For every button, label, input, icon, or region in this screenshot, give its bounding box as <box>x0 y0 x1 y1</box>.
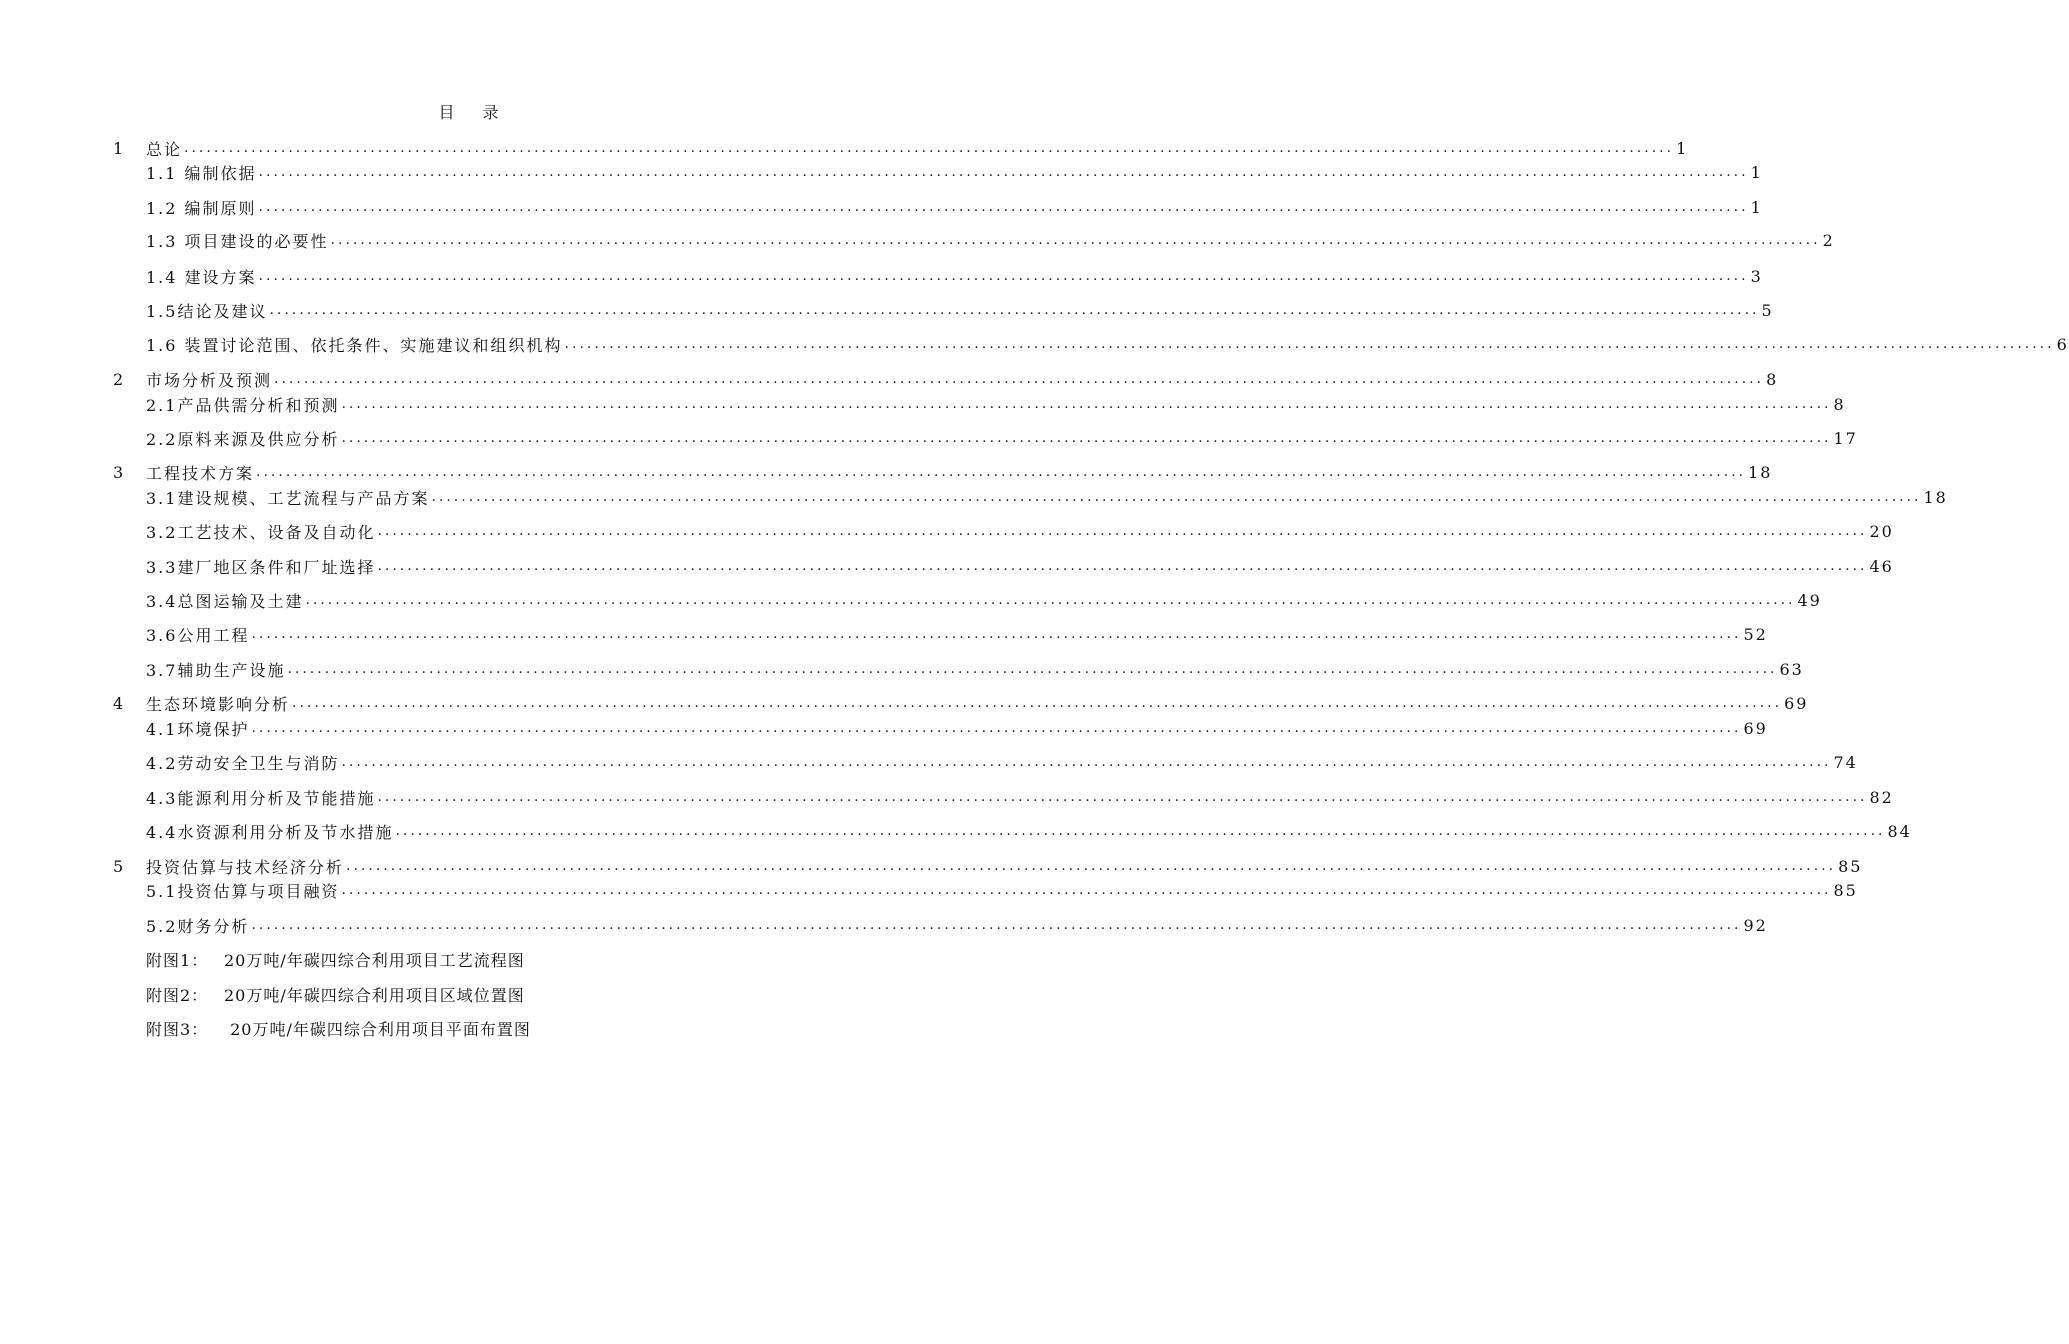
toc-section-row[interactable] <box>146 914 1768 936</box>
toc-section-row[interactable] <box>146 820 1912 842</box>
toc-page-number: 18 <box>1923 487 1948 507</box>
toc-section-row[interactable] <box>146 786 1894 808</box>
toc-dot-leader: ........................................................................................................................................................................................................ <box>341 882 1832 898</box>
toc-dot-leader: ........................................................................................................................................................................................................ <box>258 164 1749 180</box>
toc-dot-leader: ........................................................................................................................................................................................................ <box>269 302 1760 318</box>
toc-section-row[interactable] <box>146 161 1763 183</box>
toc-dot-leader: ........................................................................................................................................................................................................ <box>431 489 1922 505</box>
toc-chapter-number: 3 <box>113 462 124 482</box>
toc-page-number: 3 <box>1750 266 1763 286</box>
toc-entry-label: 2.2原料来源及供应分析 <box>146 429 340 449</box>
toc-entry-label: 3.6公用工程 <box>146 625 250 645</box>
toc-section-row[interactable] <box>146 427 1858 449</box>
toc-section-row[interactable] <box>146 879 1858 901</box>
toc-section-row[interactable] <box>146 229 1835 251</box>
toc-page-number: 69 <box>1784 693 1809 713</box>
toc-dot-leader: ........................................................................................................................................................................................................ <box>258 199 1749 215</box>
toc-dot-leader: ........................................................................................................................................................................................................ <box>395 823 1886 839</box>
toc-section-row[interactable] <box>146 589 1822 611</box>
toc-page-number: 1 <box>1750 197 1763 217</box>
toc-section-row[interactable] <box>146 486 1948 508</box>
toc-page-number: 82 <box>1869 787 1894 807</box>
toc-page-number: 74 <box>1833 752 1858 772</box>
toc-page-number: 84 <box>1887 821 1912 841</box>
toc-page-number: 52 <box>1743 624 1768 644</box>
toc-page-number: 69 <box>1743 718 1768 738</box>
toc-chapter-row[interactable] <box>113 461 1773 483</box>
toc-page-number: 8 <box>1766 369 1779 389</box>
toc-page-number: 85 <box>1833 880 1858 900</box>
toc-page-number: 1 <box>1676 138 1689 158</box>
toc-entry-label: 投资估算与技术经济分析 <box>146 857 345 877</box>
appendix-entry[interactable] <box>146 1017 531 1039</box>
toc-chapter-row[interactable] <box>113 368 1779 390</box>
toc-dot-leader: ........................................................................................................................................................................................................ <box>251 917 1742 933</box>
toc-dot-leader: ........................................................................................................................................................................................................ <box>377 558 1868 574</box>
toc-dot-leader: ........................................................................................................................................................................................................ <box>292 695 1783 711</box>
toc-section-row[interactable] <box>146 717 1768 739</box>
toc-dot-leader: ........................................................................................................................................................................................................ <box>377 523 1868 539</box>
toc-chapter-number: 1 <box>113 138 124 158</box>
toc-entry-label: 工程技术方案 <box>146 463 255 483</box>
toc-chapter-number: 2 <box>113 369 124 389</box>
toc-section-row[interactable] <box>146 555 1894 577</box>
toc-entry-label: 4.4水资源利用分析及节水措施 <box>146 822 394 842</box>
toc-entry-label: 3.2工艺技术、设备及自动化 <box>146 522 376 542</box>
toc-entry-label: 1.5结论及建议 <box>146 301 268 321</box>
toc-page-number: 8 <box>1833 394 1846 414</box>
toc-entry-label: 4.1环境保护 <box>146 719 250 739</box>
toc-dot-leader: ........................................................................................................................................................................................................ <box>287 661 1778 677</box>
toc-entry-label: 4.2劳动安全卫生与消防 <box>146 753 340 773</box>
toc-section-row[interactable] <box>146 196 1763 218</box>
toc-dot-leader: ........................................................................................................................................................................................................ <box>184 140 1675 156</box>
toc-page-number: 49 <box>1797 590 1822 610</box>
toc-section-row[interactable] <box>146 333 2069 355</box>
toc-dot-leader: ........................................................................................................................................................................................................ <box>341 754 1832 770</box>
toc-chapter-number: 4 <box>113 693 124 713</box>
appendix-title: 20万吨/年碳四综合利用项目区域位置图 <box>224 985 525 1005</box>
toc-section-row[interactable] <box>146 658 1804 680</box>
toc-chapter-row[interactable] <box>113 692 1809 714</box>
toc-dot-leader: ........................................................................................................................................................................................................ <box>346 858 1837 874</box>
toc-page-number: 5 <box>1761 300 1774 320</box>
toc-chapter-row[interactable] <box>113 137 1689 159</box>
toc-dot-leader: ........................................................................................................................................................................................................ <box>564 336 2055 352</box>
toc-section-row[interactable] <box>146 393 1846 415</box>
toc-entry-label: 5.2财务分析 <box>146 916 250 936</box>
toc-dot-leader: ........................................................................................................................................................................................................ <box>305 592 1796 608</box>
toc-entry-label: 1.6 装置讨论范围、依托条件、实施建议和组织机构 <box>146 335 563 355</box>
toc-page-number: 85 <box>1838 856 1863 876</box>
toc-chapter-row[interactable] <box>113 855 1863 877</box>
toc-page-number: 1 <box>1750 162 1763 182</box>
toc-section-row[interactable] <box>146 520 1894 542</box>
toc-dot-leader: ........................................................................................................................................................................................................ <box>377 789 1868 805</box>
toc-entry-label: 2.1产品供需分析和预测 <box>146 395 340 415</box>
toc-section-row[interactable] <box>146 265 1763 287</box>
toc-entry-label: 总论 <box>146 139 183 159</box>
toc-dot-leader: ........................................................................................................................................................................................................ <box>258 268 1749 284</box>
toc-dot-leader: ........................................................................................................................................................................................................ <box>330 232 1821 248</box>
toc-entry-label: 1.3 项目建设的必要性 <box>146 231 329 251</box>
appendix-title: 20万吨/年碳四综合利用项目工艺流程图 <box>224 950 525 970</box>
toc-dot-leader: ........................................................................................................................................................................................................ <box>251 720 1742 736</box>
appendix-entry[interactable] <box>146 983 525 1005</box>
toc-page-number: 92 <box>1743 915 1768 935</box>
toc-entry-label: 1.1 编制依据 <box>146 163 257 183</box>
toc-entry-label: 5.1投资估算与项目融资 <box>146 881 340 901</box>
toc-dot-leader: ........................................................................................................................................................................................................ <box>256 464 1747 480</box>
toc-dot-leader: ........................................................................................................................................................................................................ <box>341 396 1832 412</box>
appendix-label: 附图1： <box>146 950 209 970</box>
toc-chapter-number: 5 <box>113 856 124 876</box>
toc-entry-label: 3.7辅助生产设施 <box>146 660 286 680</box>
toc-dot-leader: ........................................................................................................................................................................................................ <box>274 371 1765 387</box>
toc-entry-label: 市场分析及预测 <box>146 370 273 390</box>
toc-section-row[interactable] <box>146 299 1774 321</box>
toc-section-row[interactable] <box>146 751 1858 773</box>
toc-dot-leader: ........................................................................................................................................................................................................ <box>251 626 1742 642</box>
toc-page-number: 6 <box>2056 334 2069 354</box>
toc-section-row[interactable] <box>146 623 1768 645</box>
toc-entry-label: 1.2 编制原则 <box>146 198 257 218</box>
toc-dot-leader: ........................................................................................................................................................................................................ <box>341 430 1832 446</box>
toc-entry-label: 3.3建厂地区条件和厂址选择 <box>146 557 376 577</box>
toc-entry-label: 4.3能源利用分析及节能措施 <box>146 788 376 808</box>
toc-page-number: 63 <box>1779 659 1804 679</box>
toc-entry-label: 3.1建设规模、工艺流程与产品方案 <box>146 488 430 508</box>
toc-page-number: 46 <box>1869 556 1894 576</box>
toc-entry-label: 3.4总图运输及土建 <box>146 591 304 611</box>
toc-title: 目录 <box>438 103 527 122</box>
toc-entry-label: 生态环境影响分析 <box>146 694 291 714</box>
toc-page-number: 20 <box>1869 521 1894 541</box>
toc-page-number: 18 <box>1748 462 1773 482</box>
toc-entry-label: 1.4 建设方案 <box>146 267 257 287</box>
toc-page-number: 17 <box>1833 428 1858 448</box>
toc-page-number: 2 <box>1822 230 1835 250</box>
appendix-label: 附图2： <box>146 985 209 1005</box>
appendix-label: 附图3： <box>146 1019 209 1039</box>
appendix-entry[interactable] <box>146 948 525 970</box>
appendix-title: 20万吨/年碳四综合利用项目平面布置图 <box>224 1019 531 1039</box>
